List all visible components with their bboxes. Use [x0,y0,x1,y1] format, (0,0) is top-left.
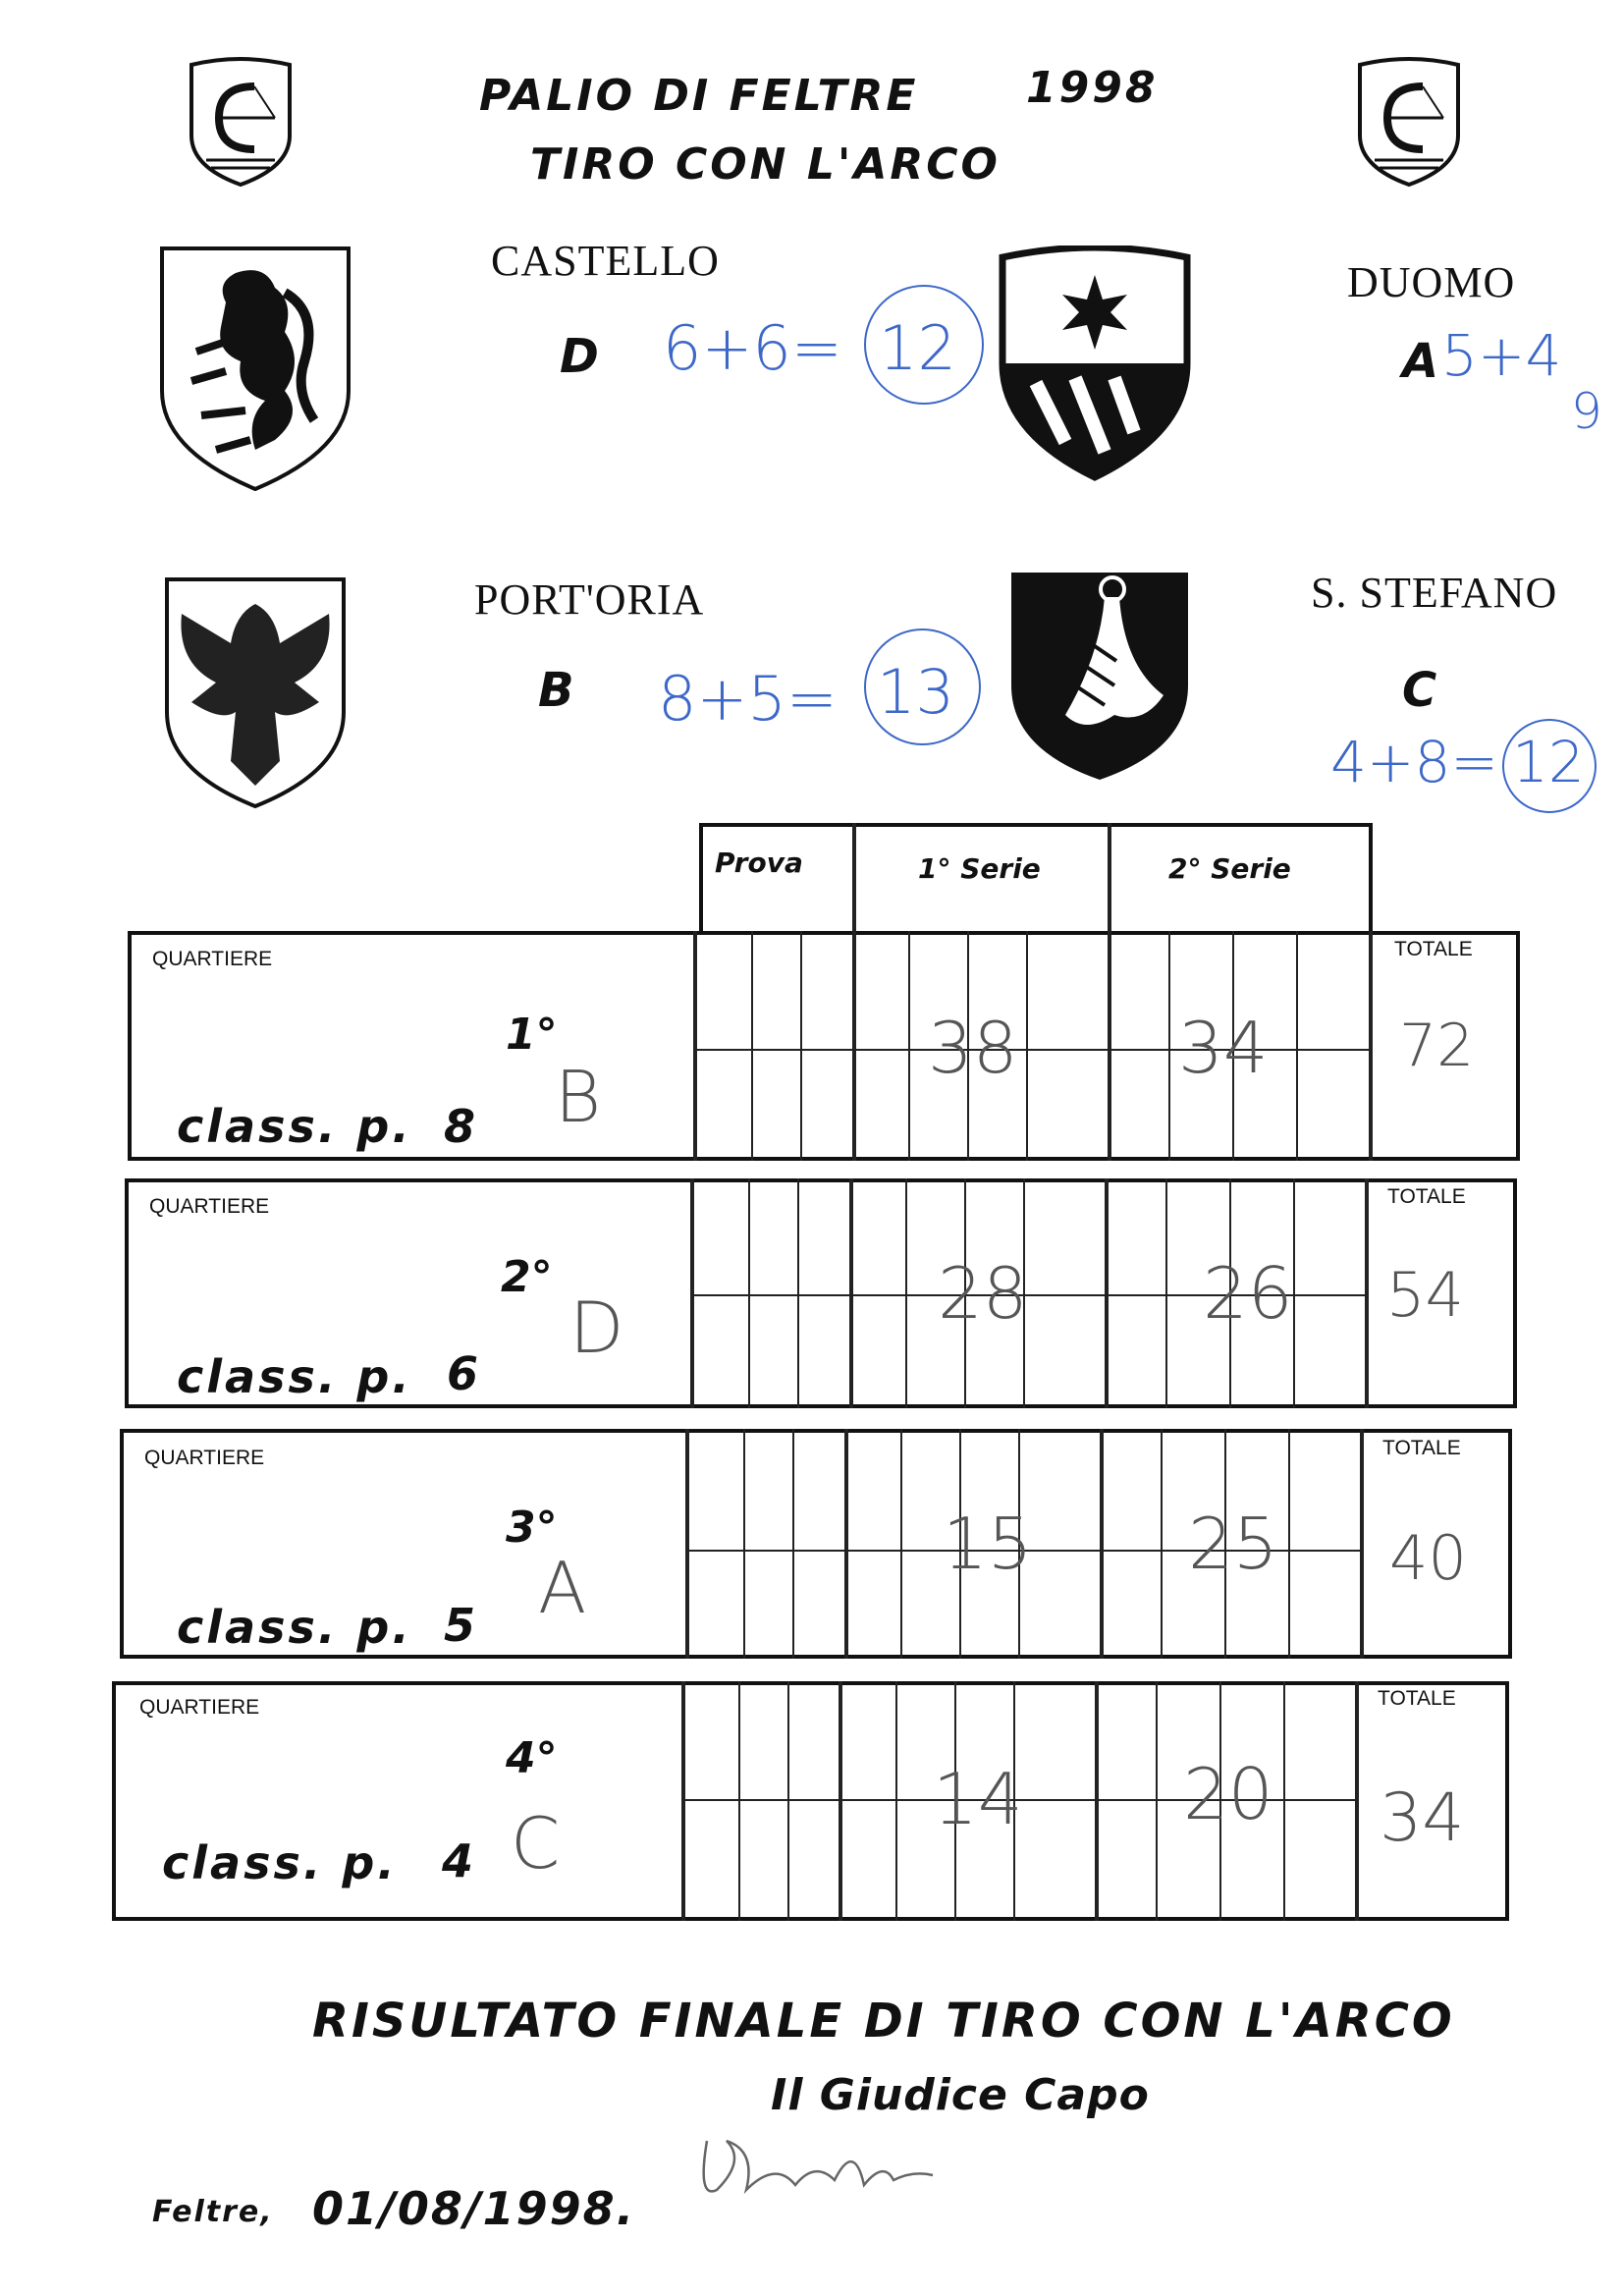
portoria-note-total: 13 [877,656,954,728]
row1-grid-3 [908,931,910,1161]
row2-total: 54 [1386,1259,1464,1331]
row1-div-b [852,931,856,1161]
header-divider-2 [1108,823,1111,931]
row4-serie2: 20 [1183,1753,1273,1835]
row1-grid-8 [1296,931,1298,1161]
castello-letter: D [560,329,599,384]
row2-serie1: 28 [938,1252,1028,1335]
stefano-crest [1006,568,1193,784]
row2-classp-label: class. p. [177,1350,412,1403]
row2-quarter: D [569,1286,624,1369]
row4-grid-3 [895,1681,897,1921]
row4-place: 4° [506,1733,558,1783]
stefano-name: S. STEFANO [1311,569,1558,617]
castello-note: 6+6= [663,312,842,384]
row2-div-d [1365,1178,1369,1408]
row3-grid-6 [1161,1429,1163,1659]
portoria-note: 8+5= [658,663,838,735]
row3-serie2: 25 [1188,1503,1278,1585]
row4-div-b [839,1681,842,1921]
row4-div-c [1095,1681,1099,1921]
stefano-note-total: 12 [1512,729,1585,795]
row1-quartiere-label: QUARTIERE [152,948,273,970]
castello-note-total: 12 [879,312,956,384]
row4-quarter: C [511,1802,561,1885]
header-serie2: 2° Serie [1168,852,1291,885]
row1-totale-label: TOTALE [1394,938,1473,960]
row1-total: 72 [1399,1011,1475,1080]
judge-label: Il Giudice Capo [771,2070,1150,2120]
row2-points: 6 [447,1347,482,1400]
row2-grid-6 [1165,1178,1167,1408]
row4-div-a [681,1681,685,1921]
row2-quartiere-label: QUARTIERE [149,1195,270,1218]
row4-classp-label: class. p. [162,1836,398,1889]
duomo-note: 5+4 [1441,322,1562,389]
row3-serie1: 15 [943,1503,1033,1585]
duomo-name: DUOMO [1347,258,1516,306]
row1-grid-2 [800,931,802,1161]
stefano-note: 4+8= [1330,729,1498,795]
row3-totale-label: TOTALE [1382,1437,1461,1459]
row1-points: 8 [444,1100,479,1153]
row3-grid-8 [1288,1429,1290,1659]
palio-logo-left [182,57,299,190]
row2-grid-8 [1293,1178,1295,1408]
row4-totale-label: TOTALE [1378,1687,1456,1710]
title-line2: TIRO CON L'ARCO [530,139,1001,190]
row1-grid-1 [751,931,753,1161]
row3-points: 5 [444,1599,479,1652]
title-year: 1998 [1026,63,1159,113]
row3-div-a [685,1429,689,1659]
row2-grid-1 [748,1178,750,1408]
header-divider-1 [852,823,856,931]
portoria-name: PORT'ORIA [474,575,705,624]
footer-place: Feltre, [152,2195,274,2229]
row4-serie1: 14 [933,1758,1023,1840]
row2-div-c [1105,1178,1109,1408]
row3-grid-1 [743,1429,745,1659]
row2-div-a [690,1178,694,1408]
row4-points: 4 [442,1834,477,1887]
row1-div-d [1369,931,1373,1161]
row1-serie2: 34 [1178,1007,1269,1089]
row4-total: 34 [1380,1779,1465,1857]
row1-grid-5 [1026,931,1028,1161]
header-prova: Prova [715,847,803,879]
row3-grid-2 [792,1429,794,1659]
castello-crest [157,244,353,494]
row2-totale-label: TOTALE [1387,1185,1466,1208]
palio-logo-right [1350,57,1468,190]
row1-div-c [1108,931,1111,1161]
row1-classp-label: class. p. [177,1100,412,1153]
portoria-crest [162,574,349,810]
row4-quartiere-label: QUARTIERE [139,1696,260,1719]
row3-place: 3° [506,1503,558,1553]
duomo-crest [997,246,1193,481]
footer-date: 01/08/1998. [312,2182,636,2235]
header-serie1: 1° Serie [918,852,1041,885]
duomo-letter: A [1402,334,1439,389]
row3-div-d [1360,1429,1364,1659]
row4-grid-1 [738,1681,740,1921]
title-line1: PALIO DI FELTRE [479,71,919,121]
row1-div-a [693,931,697,1161]
portoria-letter: B [538,663,574,718]
row3-div-b [844,1429,848,1659]
row2-place: 2° [501,1252,553,1302]
row3-classp-label: class. p. [177,1601,412,1654]
final-result-title: RISULTATO FINALE DI TIRO CON L'ARCO [312,1994,1455,2049]
row2-serie2: 26 [1203,1252,1293,1335]
row3-quarter: A [538,1547,587,1629]
row4-grid-2 [787,1681,789,1921]
stefano-letter: C [1402,663,1437,718]
row3-grid-3 [900,1429,902,1659]
row3-div-c [1100,1429,1104,1659]
row2-div-b [849,1178,853,1408]
row1-grid-6 [1168,931,1170,1161]
row4-grid-8 [1283,1681,1285,1921]
row4-grid-6 [1156,1681,1158,1921]
castello-name: CASTELLO [491,237,720,285]
row1-quarter: B [555,1056,602,1138]
judge-signature [687,2102,1001,2210]
row2-grid-3 [905,1178,907,1408]
row4-div-d [1355,1681,1359,1921]
row1-serie1: 38 [928,1007,1018,1089]
row3-total: 40 [1389,1522,1467,1594]
duomo-note-extra: 9 [1571,383,1602,440]
row3-quartiere-label: QUARTIERE [144,1447,265,1469]
row1-place: 1° [506,1010,558,1060]
row2-grid-2 [797,1178,799,1408]
